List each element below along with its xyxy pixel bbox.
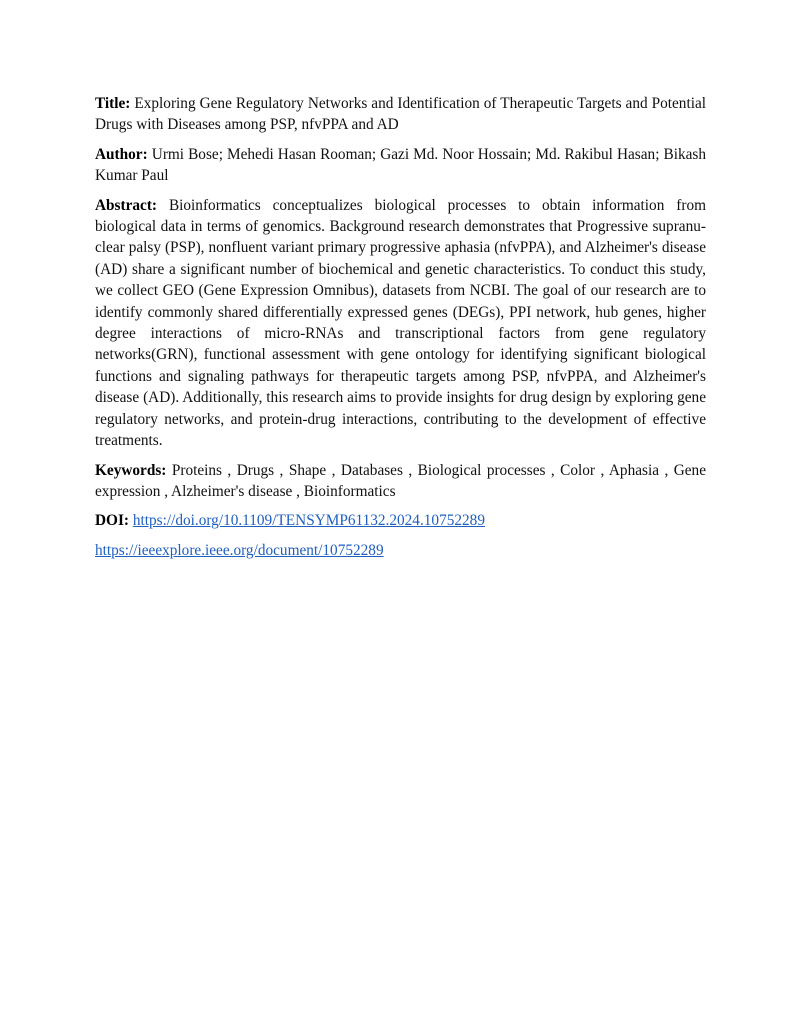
- document-body: [95, 93, 706, 569]
- abstract-label: Abstract:: [95, 196, 158, 214]
- doi-paragraph: [95, 510, 706, 531]
- author-list: Urmi Bose; Mehedi Hasan Rooman; Gazi Md. Noor Hossain; Md. Rakibul Hasan; Bikash Kumar Paul: [95, 145, 706, 185]
- paper-title: Exploring Gene Regulatory Networks and Identification of Therapeutic Targets and Potential Drugs with Diseases among PSP, nfvPPA and AD: [95, 95, 706, 134]
- abstract-paragraph: [95, 195, 706, 452]
- title-paragraph: [95, 93, 706, 136]
- doi-link[interactable]: https://doi.org/10.1109/TENSYMP61132.2024.10752289: [132, 512, 485, 530]
- doi-label: DOI:: [95, 512, 129, 530]
- keywords-label: Keywords:: [95, 461, 167, 479]
- ieee-link-paragraph: [95, 540, 706, 561]
- author-label: Author:: [95, 145, 148, 163]
- title-label: Title:: [95, 95, 131, 112]
- keywords-list: Proteins , Drugs , Shape , Databases , Biological processes , Color , Aphasia , Gene expression , Alzheimer's disease , Bioinformatics: [95, 461, 706, 500]
- author-paragraph: [95, 144, 706, 187]
- ieee-xplore-link[interactable]: https://ieeexplore.ieee.org/document/10752289: [95, 541, 384, 559]
- abstract-text: Bioinformatics conceptualizes biological processes to obtain information from biological data in terms of genomics. Background research demonstrates that Progressive supranuclear palsy (PSP), nonfluent variant primary progressive aphasia (nfvPPA), and Alzheimer's disease (AD) share a significant number of biochemical and genetic characteristics. To conduct this study, we collect GEO (Gene Expression Omnibus), datasets from NCBI. The goal of our research are to identify commonly shared differentially expressed genes (DEGs), PPI network, hub genes, higher degree interactions of micro-RNAs and transcriptional factors from gene regulatory networks(GRN), functional assessment with gene ontology for identifying significant biological functions and signaling pathways for therapeutic targets among PSP, nfvPPA, and Alzheimer's disease (AD). Additionally, this research aims to provide insights for drug design by exploring gene regulatory networks, and protein-drug interactions, contributing to the development of effective treatments.: [95, 196, 707, 450]
- keywords-paragraph: [95, 460, 706, 503]
